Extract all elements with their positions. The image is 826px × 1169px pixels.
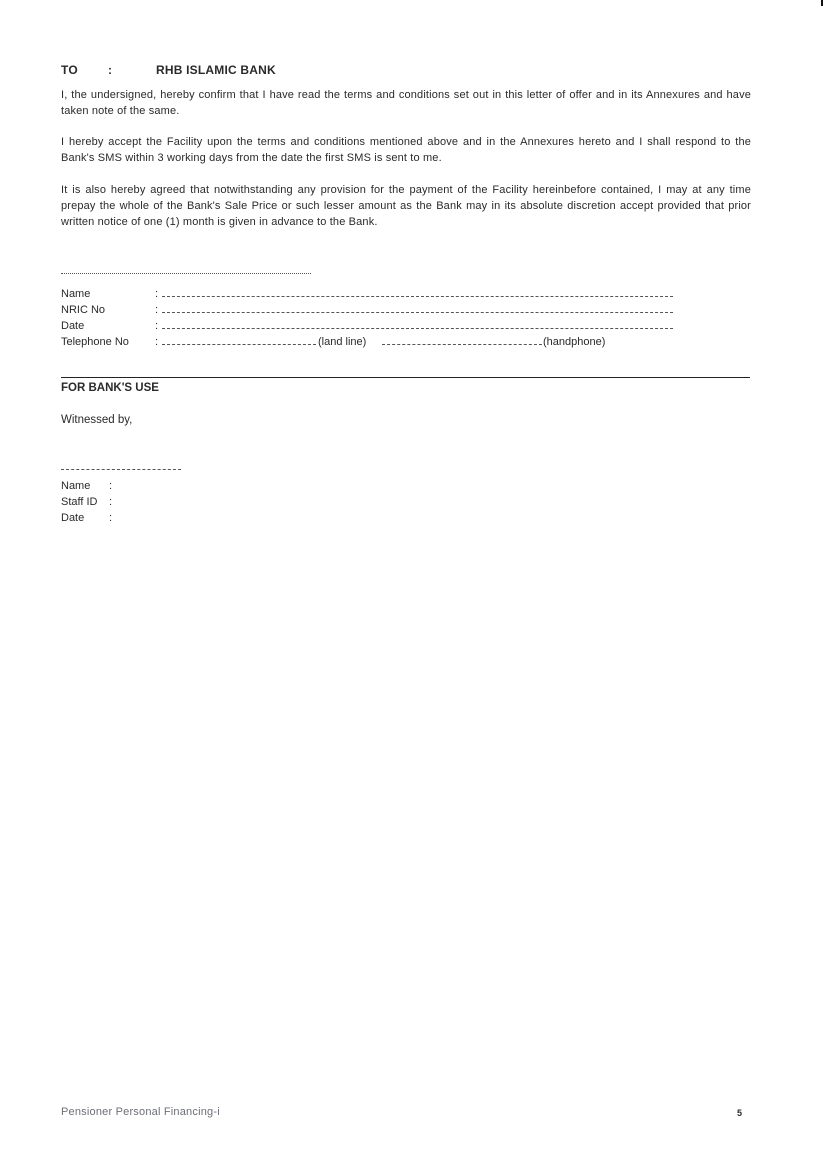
applicant-nric-field[interactable]: NRIC No : [61,302,621,318]
acceptance-paragraph: I hereby accept the Facility upon the terms and conditions mentioned above and in the Annexures hereto and I shall respond to the Bank's SMS within 3 working days from the date the first SMS is sent to me. [61,136,751,164]
land-line-label: (land line) [318,336,367,348]
nric-blank[interactable] [162,312,673,313]
bank-use-heading: FOR BANK'S USE [61,382,159,394]
to-label: TO [61,63,78,77]
to-colon: : [108,63,113,77]
staff-id-label: Staff ID [61,496,98,508]
confirmation-paragraph: I, the undersigned, hereby confirm that I have read the terms and conditions set out in this letter of offer and in its Annexures and have taken note of the same. [61,89,751,117]
land-line-blank[interactable] [162,344,316,345]
nric-label: NRIC No [61,304,106,316]
witness-signature-line[interactable] [61,469,181,470]
name-label: Name [61,288,91,300]
date-label: Date [61,320,85,332]
telephone-label: Telephone No [61,336,129,348]
handphone-label: (handphone) [543,336,606,348]
name-blank[interactable] [162,296,673,297]
date-blank[interactable] [162,328,673,329]
applicant-date-field[interactable]: Date : [61,318,621,334]
witness-name-label: Name [61,480,91,492]
applicant-name-field[interactable]: Name : [61,286,621,302]
prepayment-paragraph: It is also hereby agreed that notwithstanding any provision for the payment of the Facility hereinbefore contained, I may at any time prepay the whole of the Bank's Sale Price or such lesser amount as the Bank may in its absolute discretion accept provided that prior written notice of one (1) month is given in advance to the Bank. [61,184,751,228]
footer-product-name: Pensioner Personal Financing-i [61,1106,220,1118]
page-number: 5 [737,1108,743,1118]
handphone-blank[interactable] [382,344,542,345]
witnessed-by-text: Witnessed by, [61,414,133,426]
section-divider [61,377,750,378]
scan-mark [821,0,823,6]
recipient-name: RHB ISLAMIC BANK [156,63,276,77]
witness-date-label: Date [61,512,85,524]
applicant-telephone-field[interactable]: Telephone No : (land line) (handphone) [61,336,606,348]
document-page: TO : RHB ISLAMIC BANK I, the undersigned, hereby confirm that I have read the terms and conditions set out in this letter of offer and in its Annexures and have taken note of the same. I hereby accept the Facility upon the terms and conditions mentioned above and in the Annexures hereto and I shall respond to the Bank's SMS within 3 working days from the date the first SMS is sent to me. It is also hereby agreed that notwithstanding any provision for the payment of the Facility hereinbefore contained, I may at any time prepay the whole of the Bank's Sale Price or such lesser amount as the Bank may in its absolute discretion accept provided that prior written notice of one (1) month is given in advance to the Bank. Name : NRIC No : Date : Telephone No : (land line) (handphone) FOR BANK'S USE Witnessed by, Name : Staff ID : Date : Pensioner Personal Financing-i 5 [0,0,826,1169]
applicant-signature-line[interactable] [61,273,311,274]
